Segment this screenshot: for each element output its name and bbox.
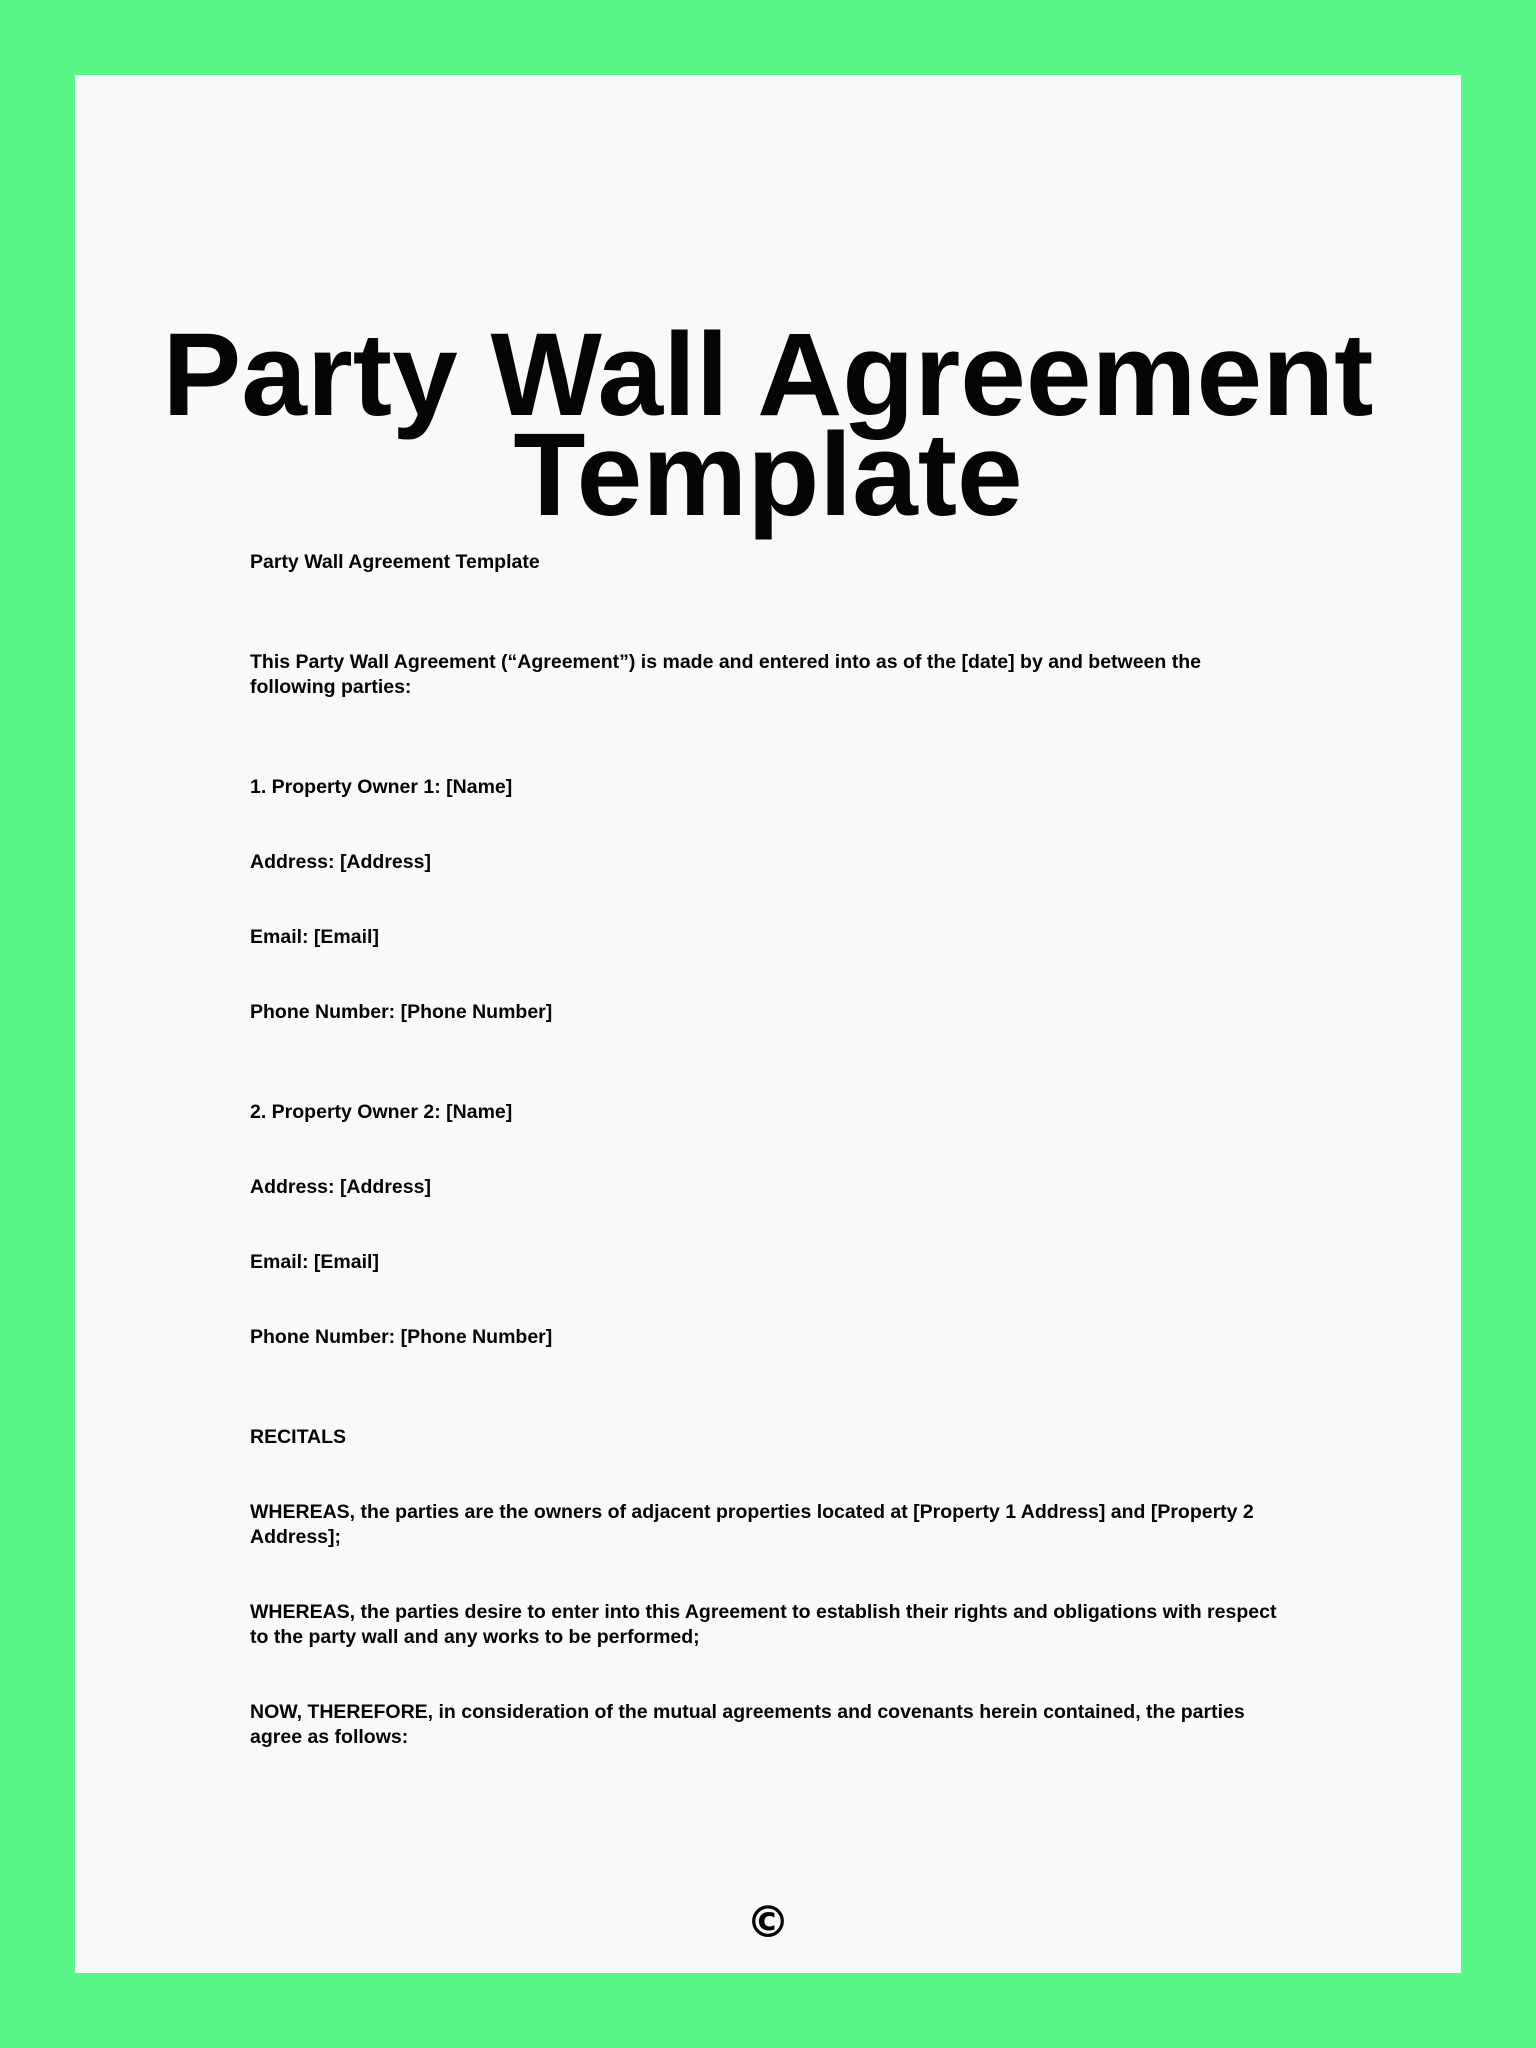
owner1-address: Address: [Address] [250,851,431,873]
owner2-phone: Phone Number: [Phone Number] [250,1326,553,1348]
now-therefore-clause: NOW, THEREFORE, in consideration of the mutual agreements and covenants herein contained, the parties agree as follows: [250,1701,1245,1748]
whereas-clause-1: WHEREAS, the parties are the owners of adjacent properties located at [Property 1 Address] and [Property 2 Address]; [250,1501,1254,1548]
title-line-2: Template [513,409,1023,541]
document-heading: Party Wall Agreement Template [250,551,540,573]
owner1-name: 1. Property Owner 1: [Name] [250,776,513,798]
title-line-1: Party Wall Agreement [162,309,1374,441]
owner2-name: 2. Property Owner 2: [Name] [250,1101,513,1123]
owner2-address: Address: [Address] [250,1176,431,1198]
intro-paragraph: This Party Wall Agreement (“Agreement”) is made and entered into as of the [date] by and between the following parties: [250,651,1201,698]
recitals-heading: RECITALS [250,1426,347,1448]
owner1-phone: Phone Number: [Phone Number] [250,1001,553,1023]
document-page [75,75,1461,1973]
owner2-email: Email: [Email] [250,1251,379,1273]
owner1-email: Email: [Email] [250,926,379,948]
copyright-icon: © [746,1897,790,1948]
whereas-clause-2: WHEREAS, the parties desire to enter into this Agreement to establish their rights and obligations with respect to the party wall and any works to be performed; [250,1601,1277,1648]
document-title [75,309,1461,541]
